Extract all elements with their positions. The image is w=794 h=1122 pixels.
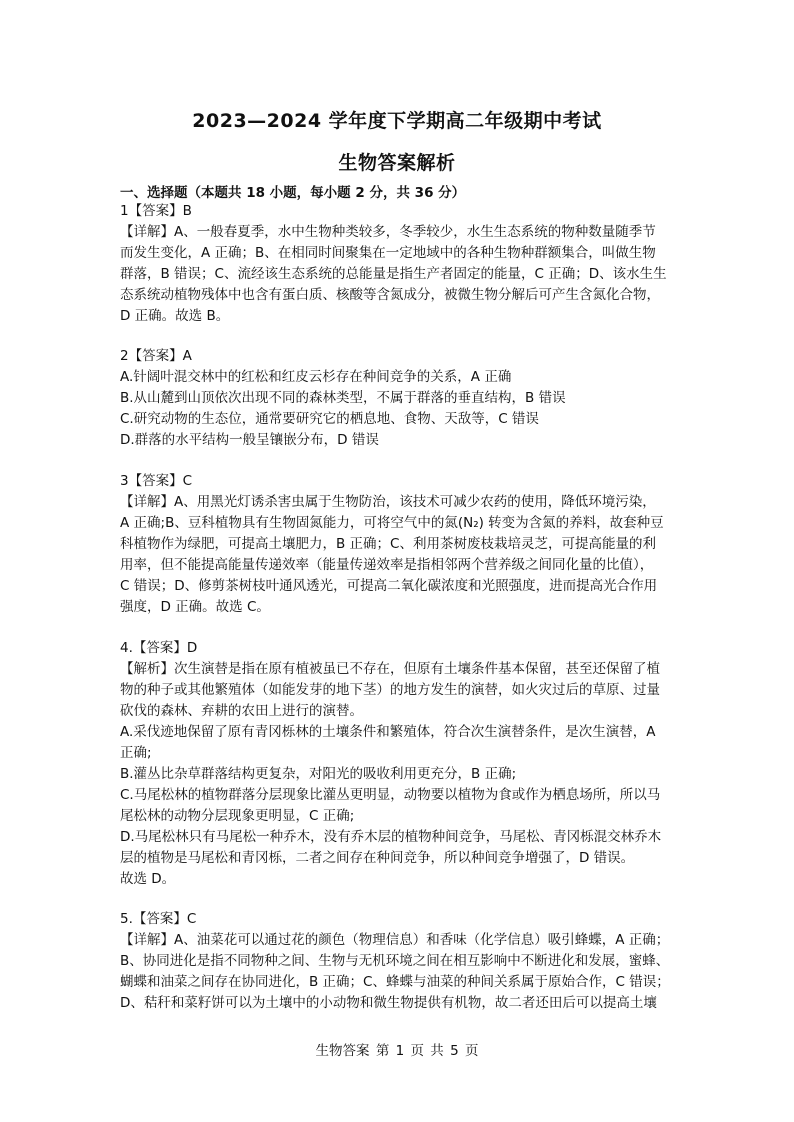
page-footer: 生物答案 第 1 页 共 5 页 [315, 1043, 479, 1059]
question-5-line: 蝴蝶和油菜之间存在协同进化，B 正确；C、蜂蝶与油菜的种间关系属于原始合作，C 错误； [120, 974, 670, 990]
question-1-block [120, 201, 676, 327]
question-1-line: 态系统动植物残体中也含有蛋白质、核酸等含氮成分，被微生物分解后可产生含氮化合物， [120, 287, 660, 303]
question-4-answer: 4.【答案】D [120, 640, 198, 656]
question-3-line: 科植物作为绿肥，可提高土壤肥力，B 正确；C、利用茶树废枝栽培灵芝，可提高能量的利 [120, 536, 656, 552]
question-4-line: 层的植物是马尾松和青冈栎，二者之间存在种间竞争，所以种间竞争增强了，D 错误。 [120, 850, 635, 866]
section-heading: 一、选择题（本题共 18 小题，每小题 2 分，共 36 分） [120, 185, 466, 201]
page-subtitle: 生物答案解析 [338, 152, 456, 174]
question-3-answer: 3【答案】C [120, 473, 193, 489]
question-1-line: 而发生变化，A 正确；B、在相同时间聚集在一定地域中的各种生物种群额集合，叫做生物 [120, 245, 656, 261]
question-2-block [120, 346, 676, 451]
question-4-line: 故选 D。 [120, 871, 176, 887]
question-4-line: 【解析】次生演替是指在原有植被虽已不存在，但原有土壤条件基本保留，甚至还保留了植 [120, 661, 660, 677]
question-4-line: 尾松林的动物分层现象更明显，C 正确; [120, 808, 355, 824]
question-5-line: B、协同进化是指不同物种之间、生物与无机环境之间在相互影响中不断进化和发展，蜜蜂、 [120, 953, 670, 969]
question-5-answer: 5.【答案】C [120, 911, 197, 927]
question-1-answer: 1【答案】B [120, 203, 192, 219]
question-4-line: D.马尾松林只有马尾松一种乔木，没有乔木层的植物种间竞争，马尾松、青冈栎混交林乔木 [120, 829, 662, 845]
question-4-line: A.采伐迹地保留了原有青冈栎林的土壤条件和繁殖体，符合次生演替条件，是次生演替，A [120, 724, 656, 740]
question-5-block [120, 909, 676, 1014]
question-1-line: 【详解】A、一般春夏季，水中生物种类较多，冬季较少，水生生态系统的物种数量随季节 [120, 224, 656, 240]
question-4-line: 正确; [120, 745, 152, 761]
question-4-line: 物的种子或其他繁殖体（如能发芽的地下茎）的地方发生的演替，如火灾过后的草原、过量 [120, 682, 660, 698]
question-5-line: 【详解】A、油菜花可以通过花的颜色（物理信息）和香味（化学信息）吸引蜂蝶，A 正确； [120, 932, 670, 948]
question-3-line: C 错误；D、修剪茶树枝叶通风透光，可提高二氧化碳浓度和光照强度，进而提高光合作用 [120, 578, 658, 594]
question-2-line: A.针阔叶混交林中的红松和红皮云杉存在种间竞争的关系，A 正确 [120, 369, 512, 385]
question-1-line: 群落，B 错误；C、流经该生态系统的总能量是指生产者固定的能量，C 正确；D、该水生生 [120, 266, 667, 282]
question-4-block [120, 638, 676, 890]
page-title: 2023—2024 学年度下学期高二年级期中考试 [192, 110, 602, 132]
question-5-line: D、秸秆和菜籽饼可以为土壤中的小动物和微生物提供有机物，故二者还田后可以提高土壤 [120, 995, 657, 1011]
question-4-line: B.灌丛比杂草群落结构更复杂，对阳光的吸收利用更充分，B 正确; [120, 766, 517, 782]
question-1-line: D 正确。故选 B。 [120, 308, 230, 324]
question-2-line: B.从山麓到山顶依次出现不同的森林类型，不属于群落的垂直结构，B 错误 [120, 390, 566, 406]
question-3-line: A 正确;B、豆科植物具有生物固氮能力，可将空气中的氮(N₂) 转变为含氮的养料，故套种豆 [120, 515, 664, 531]
question-2-line: C.研究动物的生态位，通常要研究它的栖息地、食物、天敌等，C 错误 [120, 411, 539, 427]
question-4-line: C.马尾松林的植物群落分层现象比灌丛更明显，动物要以植物为食或作为栖息场所，所以马 [120, 787, 661, 803]
question-2-answer: 2【答案】A [120, 348, 192, 364]
question-3-line: 【详解】A、用黑光灯诱杀害虫属于生物防治，该技术可减少农药的使用，降低环境污染， [120, 494, 656, 510]
question-3-line: 用率，但不能提高能量传递效率（能量传递效率是指相邻两个营养级之间同化量的比值）， [120, 557, 654, 573]
question-3-line: 强度，D 正确。故选 C。 [120, 599, 270, 615]
question-4-line: 砍伐的森林、弃耕的农田上进行的演替。 [120, 703, 363, 719]
question-3-block [120, 471, 676, 618]
question-2-line: D.群落的水平结构一般呈镶嵌分布，D 错误 [120, 432, 379, 448]
